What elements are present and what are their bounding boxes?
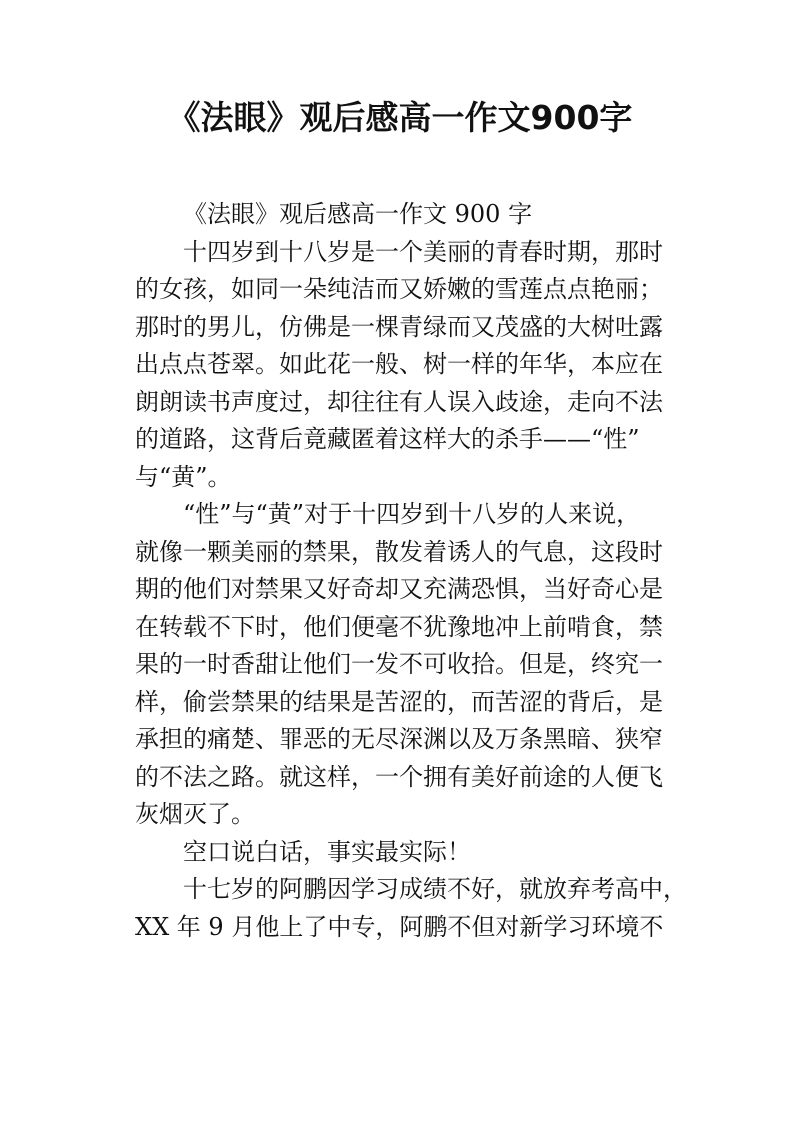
body-line: 果的一时香甜让他们一发不可收拾。但是，终究一 (135, 650, 663, 678)
body-line: “性”与“黄”对于十四岁到十八岁的人来说， (183, 500, 641, 528)
body-line: 的女孩，如同一朵纯洁而又娇嫩的雪莲点点艳丽； (135, 275, 663, 303)
body-line: 朗朗读书声度过，却往往有人误入歧途，走向不法 (135, 387, 663, 416)
body-line: 期的他们对禁果又好奇却又充满恐惧，当好奇心是 (135, 575, 663, 603)
body-line: 空口说白话，事实最实际！ (183, 837, 471, 866)
document-title: 《法眼》观后感高一作文900字 (167, 98, 633, 137)
body-line: 就像一颗美丽的禁果，散发着诱人的气息，这段时 (135, 537, 663, 566)
body-line: 那时的男儿，仿佛是一棵青绿而又茂盛的大树吐露 (135, 312, 663, 341)
body-line: 出点点苍翠。如此花一般、树一样的年华，本应在 (135, 350, 663, 378)
body-line: 样，偷尝禁果的结果是苦涩的，而苦涩的背后，是 (135, 687, 663, 716)
body-line: 与“黄”。 (135, 462, 232, 491)
body-line: 十七岁的阿鹏因学习成绩不好，就放弃考高中， (183, 875, 687, 903)
body-line: XX 年 9 月他上了中专，阿鹏不但对新学习环境不 (135, 912, 664, 941)
body-line: 的不法之路。就这样，一个拥有美好前途的人便飞 (135, 762, 663, 791)
body-line: 承担的痛楚、罪恶的无尽深渊以及万条黑暗、狭窄 (135, 725, 663, 753)
body-line: 《法眼》观后感高一作文 900 字 (183, 200, 533, 228)
body-line: 十四岁到十八岁是一个美丽的青春时期，那时 (183, 237, 663, 266)
document-body (135, 196, 687, 946)
body-line: 在转载不下时，他们便毫不犹豫地冲上前啃食，禁 (135, 612, 663, 641)
body-line: 的道路，这背后竟藏匿着这样大的杀手——“性” (135, 425, 640, 453)
body-line: 灰烟灭了。 (135, 800, 255, 828)
